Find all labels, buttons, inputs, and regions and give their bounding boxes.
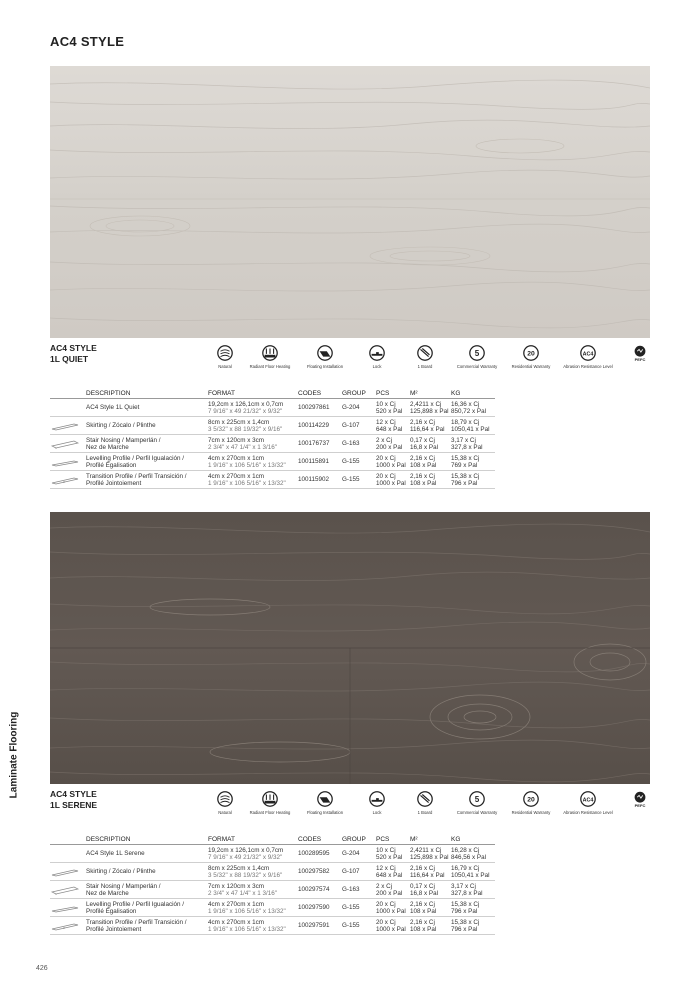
feature-one-board: 1 Board bbox=[400, 790, 450, 815]
table-row: Stair Nosing / Mamperlán / Nez de Marche 7cm x 120cm x 3cm 2 3/4" x 47 1/4" x 1 3/16" 100297574 G-163 2 x Cj 200 x Pal 0,17 x Cj 16,8 x Pal 3,17 x Cj 327,8 x Pal bbox=[50, 881, 495, 899]
residential-warranty-icon bbox=[522, 790, 540, 808]
col-pcs: PCS bbox=[376, 836, 410, 845]
feature-residential-warranty: 20 Residential Warranty bbox=[506, 790, 556, 815]
feature-floating-installation: Floating Installation bbox=[300, 344, 350, 369]
one-board-icon bbox=[416, 790, 434, 808]
svg-text:PEFC: PEFC bbox=[634, 803, 646, 808]
wood-floor-photo bbox=[50, 512, 650, 784]
abrasion-level-icon bbox=[579, 344, 597, 362]
table-row: Stair Nosing / Mamperlán / Nez de Marche 7cm x 120cm x 3cm 2 3/4" x 47 1/4" x 1 3/16" 100176737 G-163 2 x Cj 200 x Pal 0,17 x Cj 16,8 x Pal 3,17 x Cj 327,8 x Pal bbox=[50, 435, 495, 453]
skirting-profile-icon bbox=[50, 420, 80, 432]
table-row: Levelling Profile / Perfil Igualación / Profilé Égalisation 4cm x 270cm x 1cm 1 9/16" x 106 5/16" x 13/32" 100297590 G-155 20 x Cj 1000 x Pal 2,16 x Cj 108 x Pal 15,38 x Cj 796 x Pal bbox=[50, 899, 495, 917]
levelling-profile-icon bbox=[50, 456, 80, 468]
col-format: FORMAT bbox=[208, 390, 298, 399]
lock-icon bbox=[368, 344, 386, 362]
col-format: FORMAT bbox=[208, 836, 298, 845]
wood-texture bbox=[50, 66, 650, 338]
col-kg: KG bbox=[451, 390, 495, 399]
svg-text:AC4: AC4 bbox=[582, 351, 594, 358]
feature-lock: Lock bbox=[352, 344, 402, 369]
pefc-icon bbox=[631, 790, 649, 808]
feature-one-board: 1 Board bbox=[400, 344, 450, 369]
col-description: DESCRIPTION bbox=[86, 836, 208, 845]
skirting-profile-icon bbox=[50, 866, 80, 878]
feature-icons bbox=[200, 344, 660, 388]
one-board-icon bbox=[416, 344, 434, 362]
feature-radiant-heating: Radiant Floor Heating bbox=[245, 344, 295, 369]
lock-icon bbox=[368, 790, 386, 808]
table-row: AC4 Style 1L Quiet 19,2cm x 126,1cm x 0,7cm 7 9/16" x 49 21/32" x 9/32" 100297861 G-204 10 x Cj 520 x Pal 2,4211 x Cj 125,898 x Pal 16,36 x Cj 850,72 x Pal bbox=[50, 399, 495, 417]
commercial-warranty-icon bbox=[468, 344, 486, 362]
stair-nosing-profile-icon bbox=[50, 438, 80, 450]
product-title bbox=[50, 789, 97, 811]
col-m2: M² bbox=[410, 836, 451, 845]
col-group: GROUP bbox=[342, 836, 376, 845]
feature-commercial-warranty: 5 Commercial Warranty bbox=[452, 344, 502, 369]
pefc-icon bbox=[631, 344, 649, 362]
wood-floor-photo bbox=[50, 66, 650, 338]
natural-icon bbox=[216, 344, 234, 362]
table-row: Skirting / Zócalo / Plinthe 8cm x 225cm x 1,4cm 3 5/32" x 88 19/32" x 9/16" 100297582 G-107 12 x Cj 648 x Pal 2,16 x Cj 116,64 x Pal 16,79 x Cj 1050,41 x Pal bbox=[50, 863, 495, 881]
col-kg: KG bbox=[451, 836, 495, 845]
col-group: GROUP bbox=[342, 390, 376, 399]
transition-profile-icon bbox=[50, 474, 80, 486]
product-title-line1: AC4 STYLE bbox=[50, 343, 97, 353]
feature-pefc bbox=[615, 344, 665, 362]
commercial-warranty-icon bbox=[468, 790, 486, 808]
table-row: Skirting / Zócalo / Plinthe 8cm x 225cm x 1,4cm 3 5/32" x 88 19/32" x 9/16" 100114229 G-107 12 x Cj 648 x Pal 2,16 x Cj 116,64 x Pal 18,79 x Cj 1050,41 x Pal bbox=[50, 417, 495, 435]
col-codes: CODES bbox=[298, 390, 342, 399]
side-label bbox=[4, 700, 24, 810]
spec-table-header bbox=[50, 836, 495, 845]
col-codes: CODES bbox=[298, 836, 342, 845]
col-m2: M² bbox=[410, 390, 451, 399]
radiant-floor-heating-icon bbox=[261, 344, 279, 362]
table-row: AC4 Style 1L Serene 19,2cm x 126,1cm x 0,7cm 7 9/16" x 49 21/32" x 9/32" 100289595 G-204 10 x Cj 520 x Pal 2,4211 x Cj 125,898 x Pal 16,28 x Cj 846,56 x Pal bbox=[50, 845, 495, 863]
abrasion-level-icon bbox=[579, 790, 597, 808]
feature-natural: Natural bbox=[200, 344, 250, 369]
spec-table bbox=[50, 836, 495, 935]
feature-natural: Natural bbox=[200, 790, 250, 815]
svg-text:5: 5 bbox=[474, 349, 480, 359]
stair-nosing-profile-icon bbox=[50, 884, 80, 896]
col-description: DESCRIPTION bbox=[86, 390, 208, 399]
feature-commercial-warranty: 5 Commercial Warranty bbox=[452, 790, 502, 815]
wood-texture bbox=[50, 512, 650, 784]
svg-text:PEFC: PEFC bbox=[634, 357, 646, 362]
page-number: 426 bbox=[36, 965, 48, 972]
product-title-line2: 1L QUIET bbox=[50, 354, 89, 364]
feature-abrasion-level: AC4 Abrasion Resistance Level bbox=[563, 790, 613, 815]
product-title-line1: AC4 STYLE bbox=[50, 789, 97, 799]
floating-installation-icon bbox=[316, 344, 334, 362]
svg-text:AC4: AC4 bbox=[582, 797, 594, 804]
radiant-floor-heating-icon bbox=[261, 790, 279, 808]
floating-installation-icon bbox=[316, 790, 334, 808]
svg-text:20: 20 bbox=[527, 796, 535, 804]
feature-pefc bbox=[615, 790, 665, 808]
product-title-line2: 1L SERENE bbox=[50, 800, 98, 810]
feature-abrasion-level: AC4 Abrasion Resistance Level bbox=[563, 344, 613, 369]
feature-icons bbox=[200, 790, 660, 834]
spec-table-header bbox=[50, 390, 495, 399]
svg-text:20: 20 bbox=[527, 350, 535, 358]
transition-profile-icon bbox=[50, 920, 80, 932]
table-row: Transition Profile / Perfil Transición / Profilé Jointoiement 4cm x 270cm x 1cm 1 9/16" x 106 5/16" x 13/32" 100115902 G-155 20 x Cj 1000 x Pal 2,16 x Cj 108 x Pal 15,38 x Cj 796 x Pal bbox=[50, 471, 495, 489]
levelling-profile-icon bbox=[50, 902, 80, 914]
svg-text:5: 5 bbox=[474, 795, 480, 805]
side-label-text: Laminate Flooring bbox=[8, 711, 20, 799]
feature-residential-warranty: 20 Residential Warranty bbox=[506, 344, 556, 369]
residential-warranty-icon bbox=[522, 344, 540, 362]
feature-lock: Lock bbox=[352, 790, 402, 815]
spec-table bbox=[50, 390, 495, 489]
table-row: Transition Profile / Perfil Transición / Profilé Jointoiement 4cm x 270cm x 1cm 1 9/16" x 106 5/16" x 13/32" 100297591 G-155 20 x Cj 1000 x Pal 2,16 x Cj 108 x Pal 15,38 x Cj 796 x Pal bbox=[50, 917, 495, 935]
feature-floating-installation: Floating Installation bbox=[300, 790, 350, 815]
product-title bbox=[50, 343, 97, 365]
feature-radiant-heating: Radiant Floor Heating bbox=[245, 790, 295, 815]
natural-icon bbox=[216, 790, 234, 808]
table-row: Levelling Profile / Perfil Igualación / Profilé Égalisation 4cm x 270cm x 1cm 1 9/16" x 106 5/16" x 13/32" 100115891 G-155 20 x Cj 1000 x Pal 2,16 x Cj 108 x Pal 15,38 x Cj 769 x Pal bbox=[50, 453, 495, 471]
page-title: AC4 STYLE bbox=[50, 34, 125, 49]
col-pcs: PCS bbox=[376, 390, 410, 399]
